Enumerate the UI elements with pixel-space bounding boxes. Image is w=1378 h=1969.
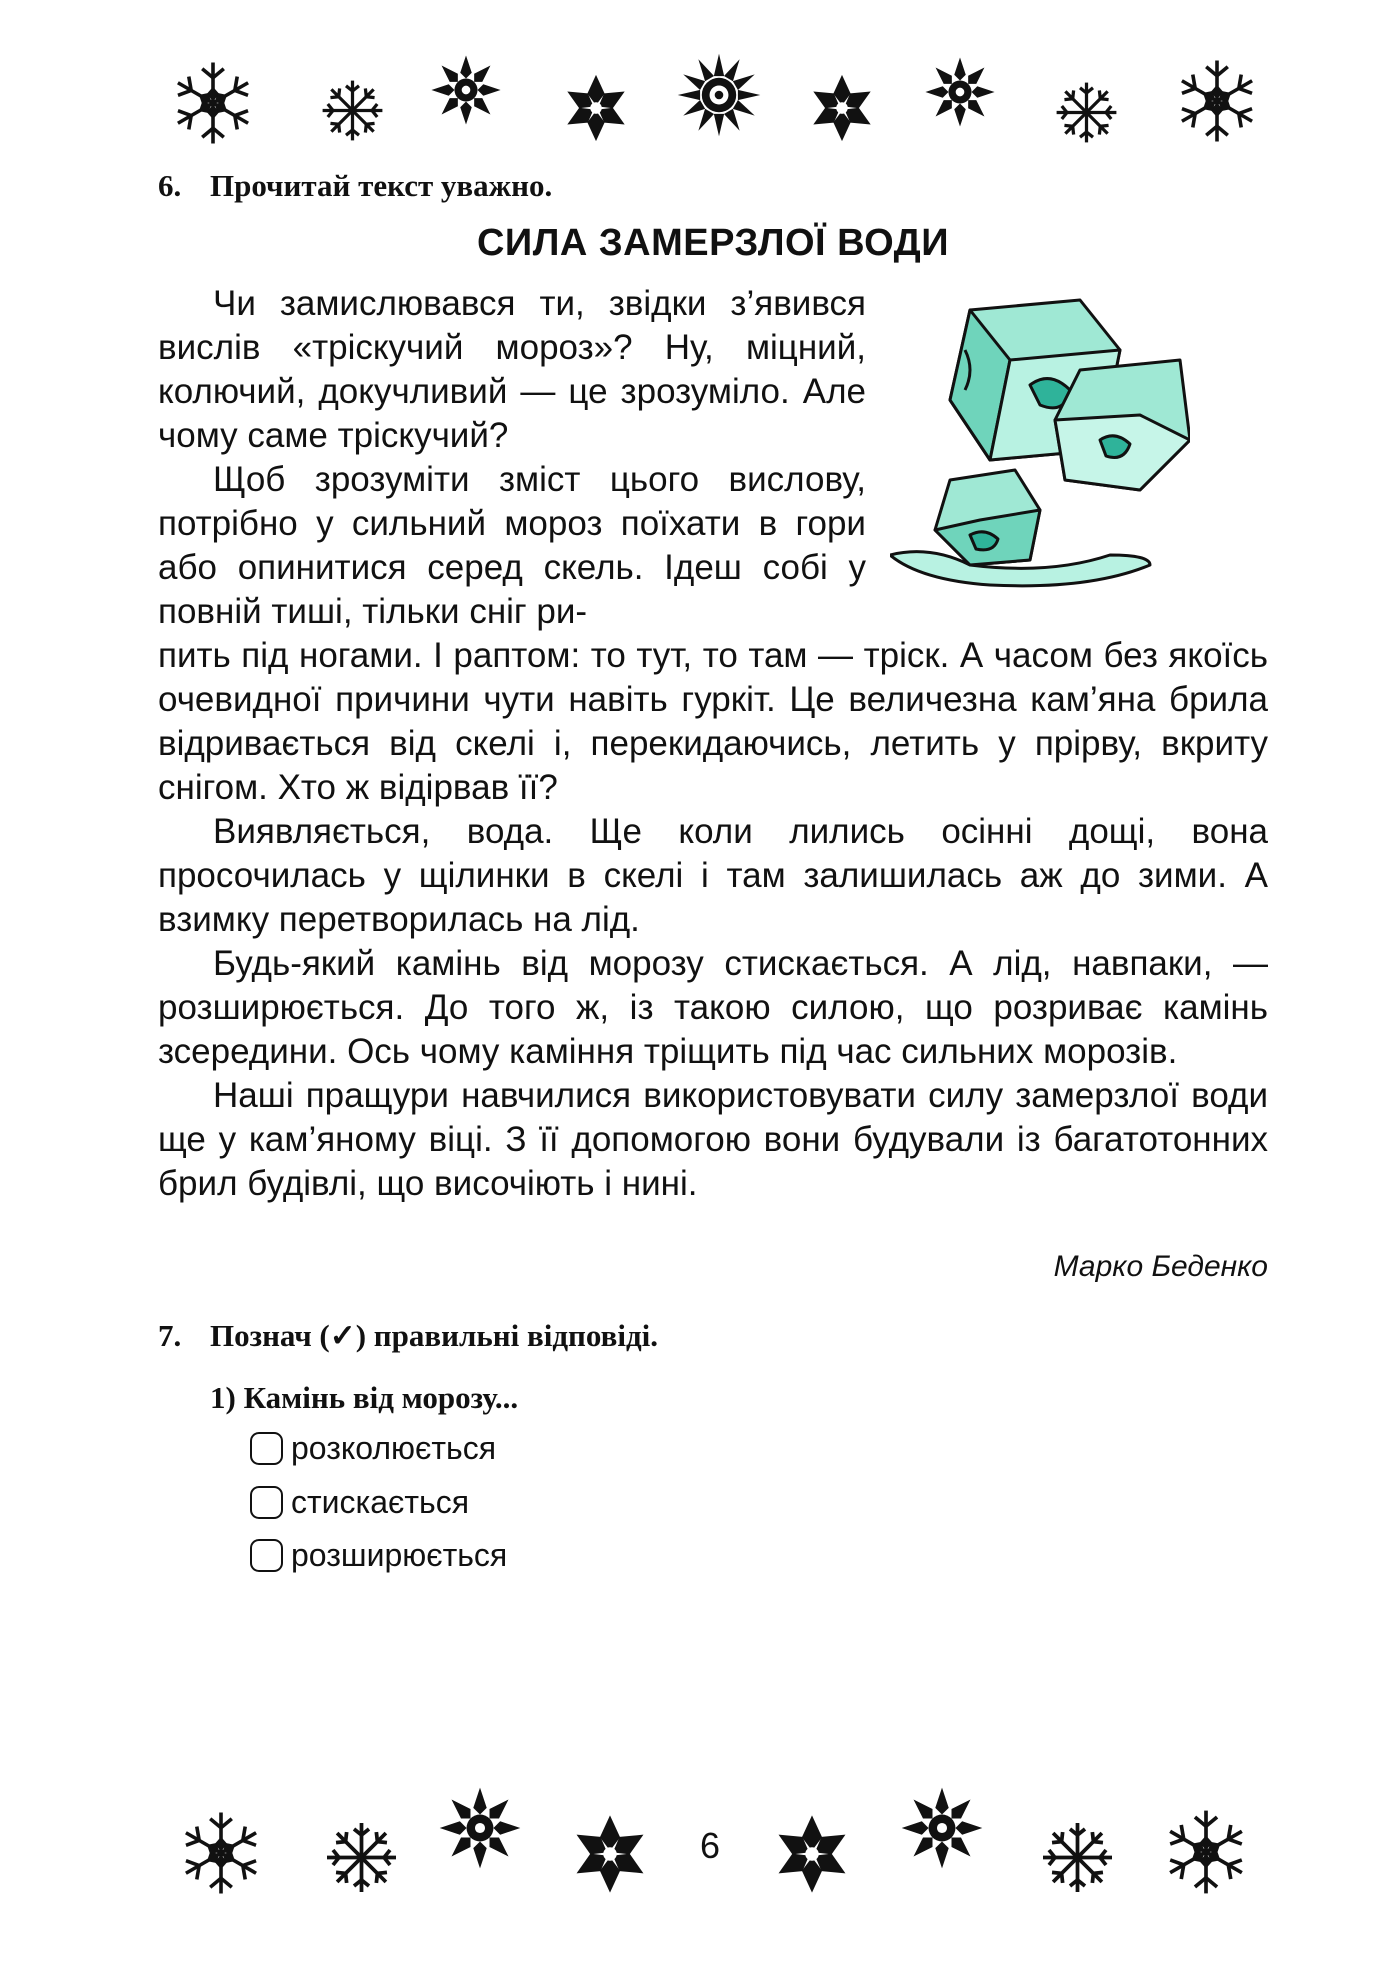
option-label: розширюється [291, 1536, 508, 1573]
paragraph: Щоб зрозуміти зміст цього вислову, потрібно у сильний мороз поїхати в гори або опинитися серед скель. Ідеш собі у повній тиші, тільки сніг ри- [158, 460, 866, 631]
answer-option[interactable] [250, 1428, 496, 1468]
paragraph: Будь-який камінь від морозу стискається. А лід, навпаки, — розширюється. До того ж, із такою силою, що розриває камінь зсередини. Ось чому каміння тріщить під час сильних морозів. [158, 944, 1268, 1071]
task-6-heading [158, 168, 552, 204]
question-1: 1) Камінь від морозу... [210, 1380, 519, 1415]
story-text-full [158, 634, 1268, 1206]
snowflake-icon [770, 1812, 854, 1896]
snowflake-icon [806, 72, 878, 144]
answer-option[interactable] [250, 1535, 507, 1575]
snowflake-icon [1054, 80, 1119, 145]
story-text-wrapped [158, 282, 866, 634]
task-number: 6. [158, 168, 182, 203]
task-7-heading [158, 1318, 658, 1354]
snowflake-icon [320, 78, 385, 143]
snowflake-icon [430, 54, 502, 126]
checkbox[interactable] [250, 1539, 283, 1572]
snowflake-icon [1040, 1820, 1115, 1895]
snowflake-icon [1160, 1806, 1252, 1898]
page-number: 6 [700, 1825, 721, 1866]
paragraph: Наші пращури навчилися використовувати силу замерзлої води ще у кам’яному віці. З її допомогою вони будували із багатотонних брил будівлі, що височіють і нині. [158, 1076, 1268, 1203]
task-instruction: Прочитай текст уважно. [210, 168, 553, 203]
task-instruction: Познач (✓) правильні відповіді. [210, 1318, 659, 1353]
story-title: СИЛА ЗАМЕРЗЛОЇ ВОДИ [476, 222, 950, 264]
task-number: 7. [158, 1318, 182, 1353]
answer-option[interactable] [250, 1482, 469, 1522]
option-label: розколюється [291, 1429, 497, 1466]
snowflake-icon [1172, 56, 1262, 146]
snowflake-icon [560, 72, 632, 144]
paragraph: пить під ногами. І раптом: то тут, то там — тріск. А часом без якоїсь очевидної причини чути навіть гуркіт. Це величезна кам’яна брила відривається від скелі і, перекидаючись, летить у прірву, вкриту снігом. Хто ж відірвав її? [158, 636, 1268, 807]
checkbox[interactable] [250, 1432, 283, 1465]
author-name: Марко Беденко [1053, 1250, 1268, 1283]
paragraph: Виявляється, вода. Ще коли лились осінні дощі, вона просочилась у щілинки в скелі і там залишилась аж до зими. А взимку перетворилась на лід. [158, 812, 1268, 939]
snowflake-icon [900, 1786, 984, 1870]
snowflake-icon [438, 1786, 522, 1870]
ice-cubes-illustration [890, 290, 1190, 590]
snowflake-icon [676, 52, 762, 138]
snowflake-icon [168, 58, 258, 148]
snowflake-icon [324, 1820, 399, 1895]
paragraph: Чи замислювався ти, звідки з’явився вислів «тріскучий мороз»? Ну, міцний, колючий, докучливий — це зрозуміло. Але чому саме тріскучий? [158, 284, 866, 455]
option-label: стискається [291, 1483, 470, 1520]
snowflake-icon [924, 56, 996, 128]
snowflake-icon [568, 1812, 652, 1896]
snowflake-icon [176, 1808, 266, 1898]
checkbox[interactable] [250, 1486, 283, 1519]
